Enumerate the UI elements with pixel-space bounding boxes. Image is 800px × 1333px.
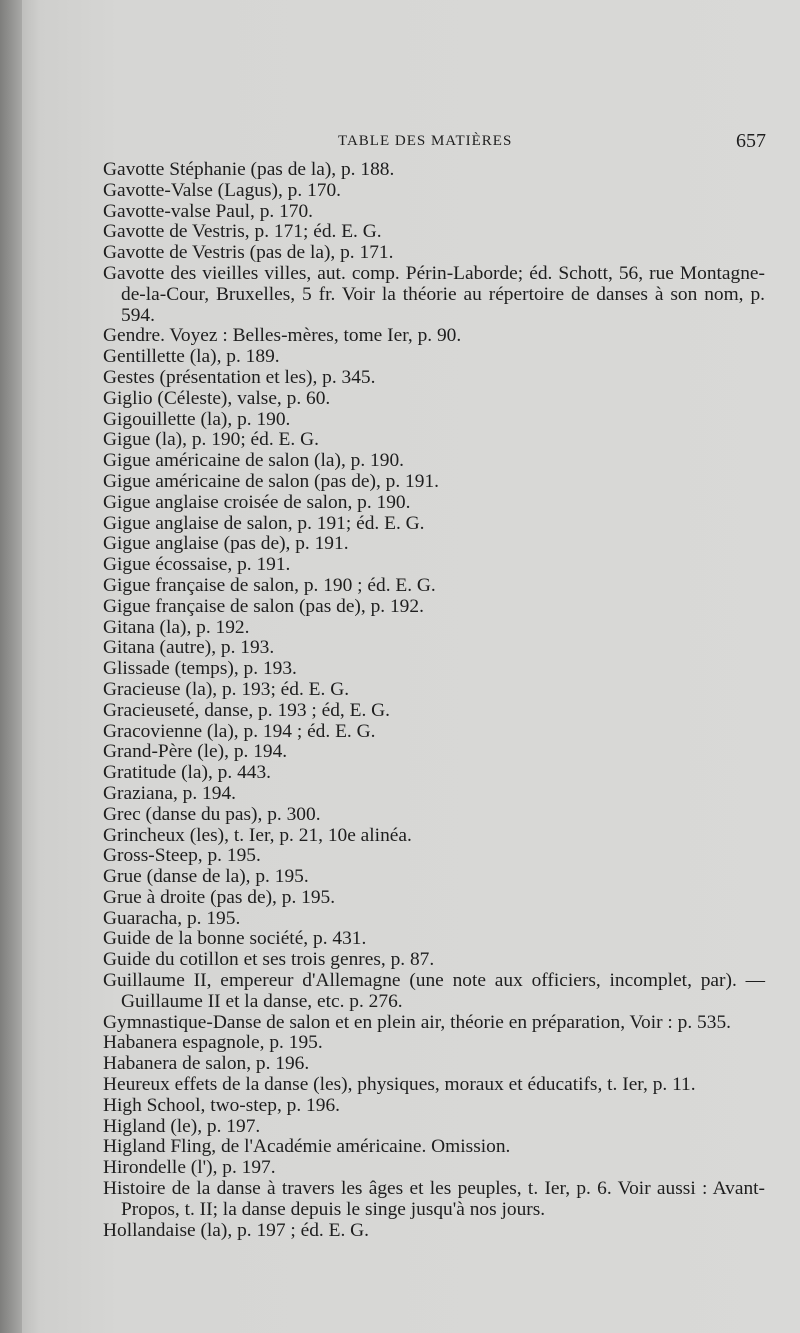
page-header (0, 131, 800, 153)
index-entry: Grec (danse du pas), p. 300. (103, 803, 321, 825)
index-entry: Guaracha, p. 195. (103, 907, 241, 929)
index-entry: Grue à droite (pas de), p. 195. (103, 886, 336, 908)
index-entry: Gigue française de salon (pas de), p. 192. (103, 595, 424, 617)
index-entry: Gigue américaine de salon (la), p. 190. (103, 450, 404, 472)
index-entry: Gavotte Stéphanie (pas de la), p. 188. (103, 159, 395, 180)
index-entry: Guide du cotillon et ses trois genres, p. 87. (103, 949, 435, 971)
index-entry: Gavotte des vieilles villes, aut. comp. Périn-Laborde; éd. Schott, 56, rue Montagne-de-la-Cour, Bruxelles, 5 fr. Voir la théorie au répertoire de danses à son nom, p. 594. (103, 262, 765, 326)
index-entry: Gestes (présentation et les), p. 345. (103, 366, 376, 388)
index-entry: Glissade (temps), p. 193. (103, 658, 297, 680)
index-entry: High School, two-step, p. 196. (103, 1094, 340, 1116)
index-entry: Gigouillette (la), p. 190. (103, 408, 291, 430)
index-entry-list (103, 160, 765, 1241)
index-entry: Habanera de salon, p. 196. (103, 1053, 310, 1075)
index-entry: Guide de la bonne société, p. 431. (103, 928, 367, 950)
index-entry: Gentillette (la), p. 189. (103, 346, 280, 368)
index-entry: Gendre. Voyez : Belles-mères, tome Ier, p. 90. (103, 325, 462, 347)
index-entry: Gitana (la), p. 192. (103, 616, 250, 638)
book-spine-shadow (0, 0, 22, 1333)
index-entry: Heureux effets de la danse (les), physiques, moraux et éducatifs, t. Ier, p. 11. (103, 1074, 696, 1096)
index-entry: Gavotte-valse Paul, p. 170. (103, 200, 314, 222)
index-entry: Gitana (autre), p. 193. (103, 637, 275, 659)
index-entry: Gracieuseté, danse, p. 193 ; éd, E. G. (103, 699, 390, 721)
index-entry: Gigue anglaise (pas de), p. 191. (103, 533, 349, 555)
index-entry: Giglio (Céleste), valse, p. 60. (103, 387, 331, 409)
index-entry: Higland Fling, de l'Académie américaine. Omission. (103, 1136, 511, 1158)
index-entry: Grand-Père (le), p. 194. (103, 741, 288, 763)
index-entry: Gigue anglaise croisée de salon, p. 190. (103, 491, 411, 513)
index-entry: Gratitude (la), p. 443. (103, 762, 272, 784)
index-entry: Guillaume II, empereur d'Allemagne (une note aux officiers, incomplet, par). — Guillaume II et la danse, etc. p. 276. (103, 970, 765, 1012)
index-entry: Gigue écossaise, p. 191. (103, 554, 291, 576)
index-entry: Habanera espagnole, p. 195. (103, 1032, 323, 1054)
index-entry: Gavotte-Valse (Lagus), p. 170. (103, 179, 342, 201)
index-entry: Gross-Steep, p. 195. (103, 845, 261, 867)
index-entry: Gigue américaine de salon (pas de), p. 191. (103, 470, 439, 492)
index-entry: Gracovienne (la), p. 194 ; éd. E. G. (103, 720, 376, 742)
page-number: 657 (736, 130, 766, 152)
index-entry: Hollandaise (la), p. 197 ; éd. E. G. (103, 1219, 370, 1241)
index-entry: Grincheux (les), t. Ier, p. 21, 10e alinéa. (103, 824, 412, 846)
index-entry: Hirondelle (l'), p. 197. (103, 1157, 276, 1179)
index-entry: Gymnastique-Danse de salon et en plein air, théorie en préparation, Voir : p. 535. (103, 1011, 731, 1033)
index-entry: Grue (danse de la), p. 195. (103, 866, 309, 888)
running-title: TABLE DES MATIÈRES (338, 133, 513, 149)
index-entry: Gigue (la), p. 190; éd. E. G. (103, 429, 319, 451)
index-entry: Gigue anglaise de salon, p. 191; éd. E. G. (103, 512, 425, 534)
index-entry: Graziana, p. 194. (103, 782, 236, 804)
index-entry: Gavotte de Vestris, p. 171; éd. E. G. (103, 221, 382, 243)
index-entry: Gavotte de Vestris (pas de la), p. 171. (103, 242, 394, 264)
index-entry: Higland (le), p. 197. (103, 1115, 261, 1137)
index-entry: Histoire de la danse à travers les âges et les peuples, t. Ier, p. 6. Voir aussi : Avant-Propos, t. II; la danse depuis le singe jusqu'à nos jours. (103, 1178, 765, 1220)
index-entry: Gracieuse (la), p. 193; éd. E. G. (103, 678, 350, 700)
index-entry: Gigue française de salon, p. 190 ; éd. E. G. (103, 574, 436, 596)
